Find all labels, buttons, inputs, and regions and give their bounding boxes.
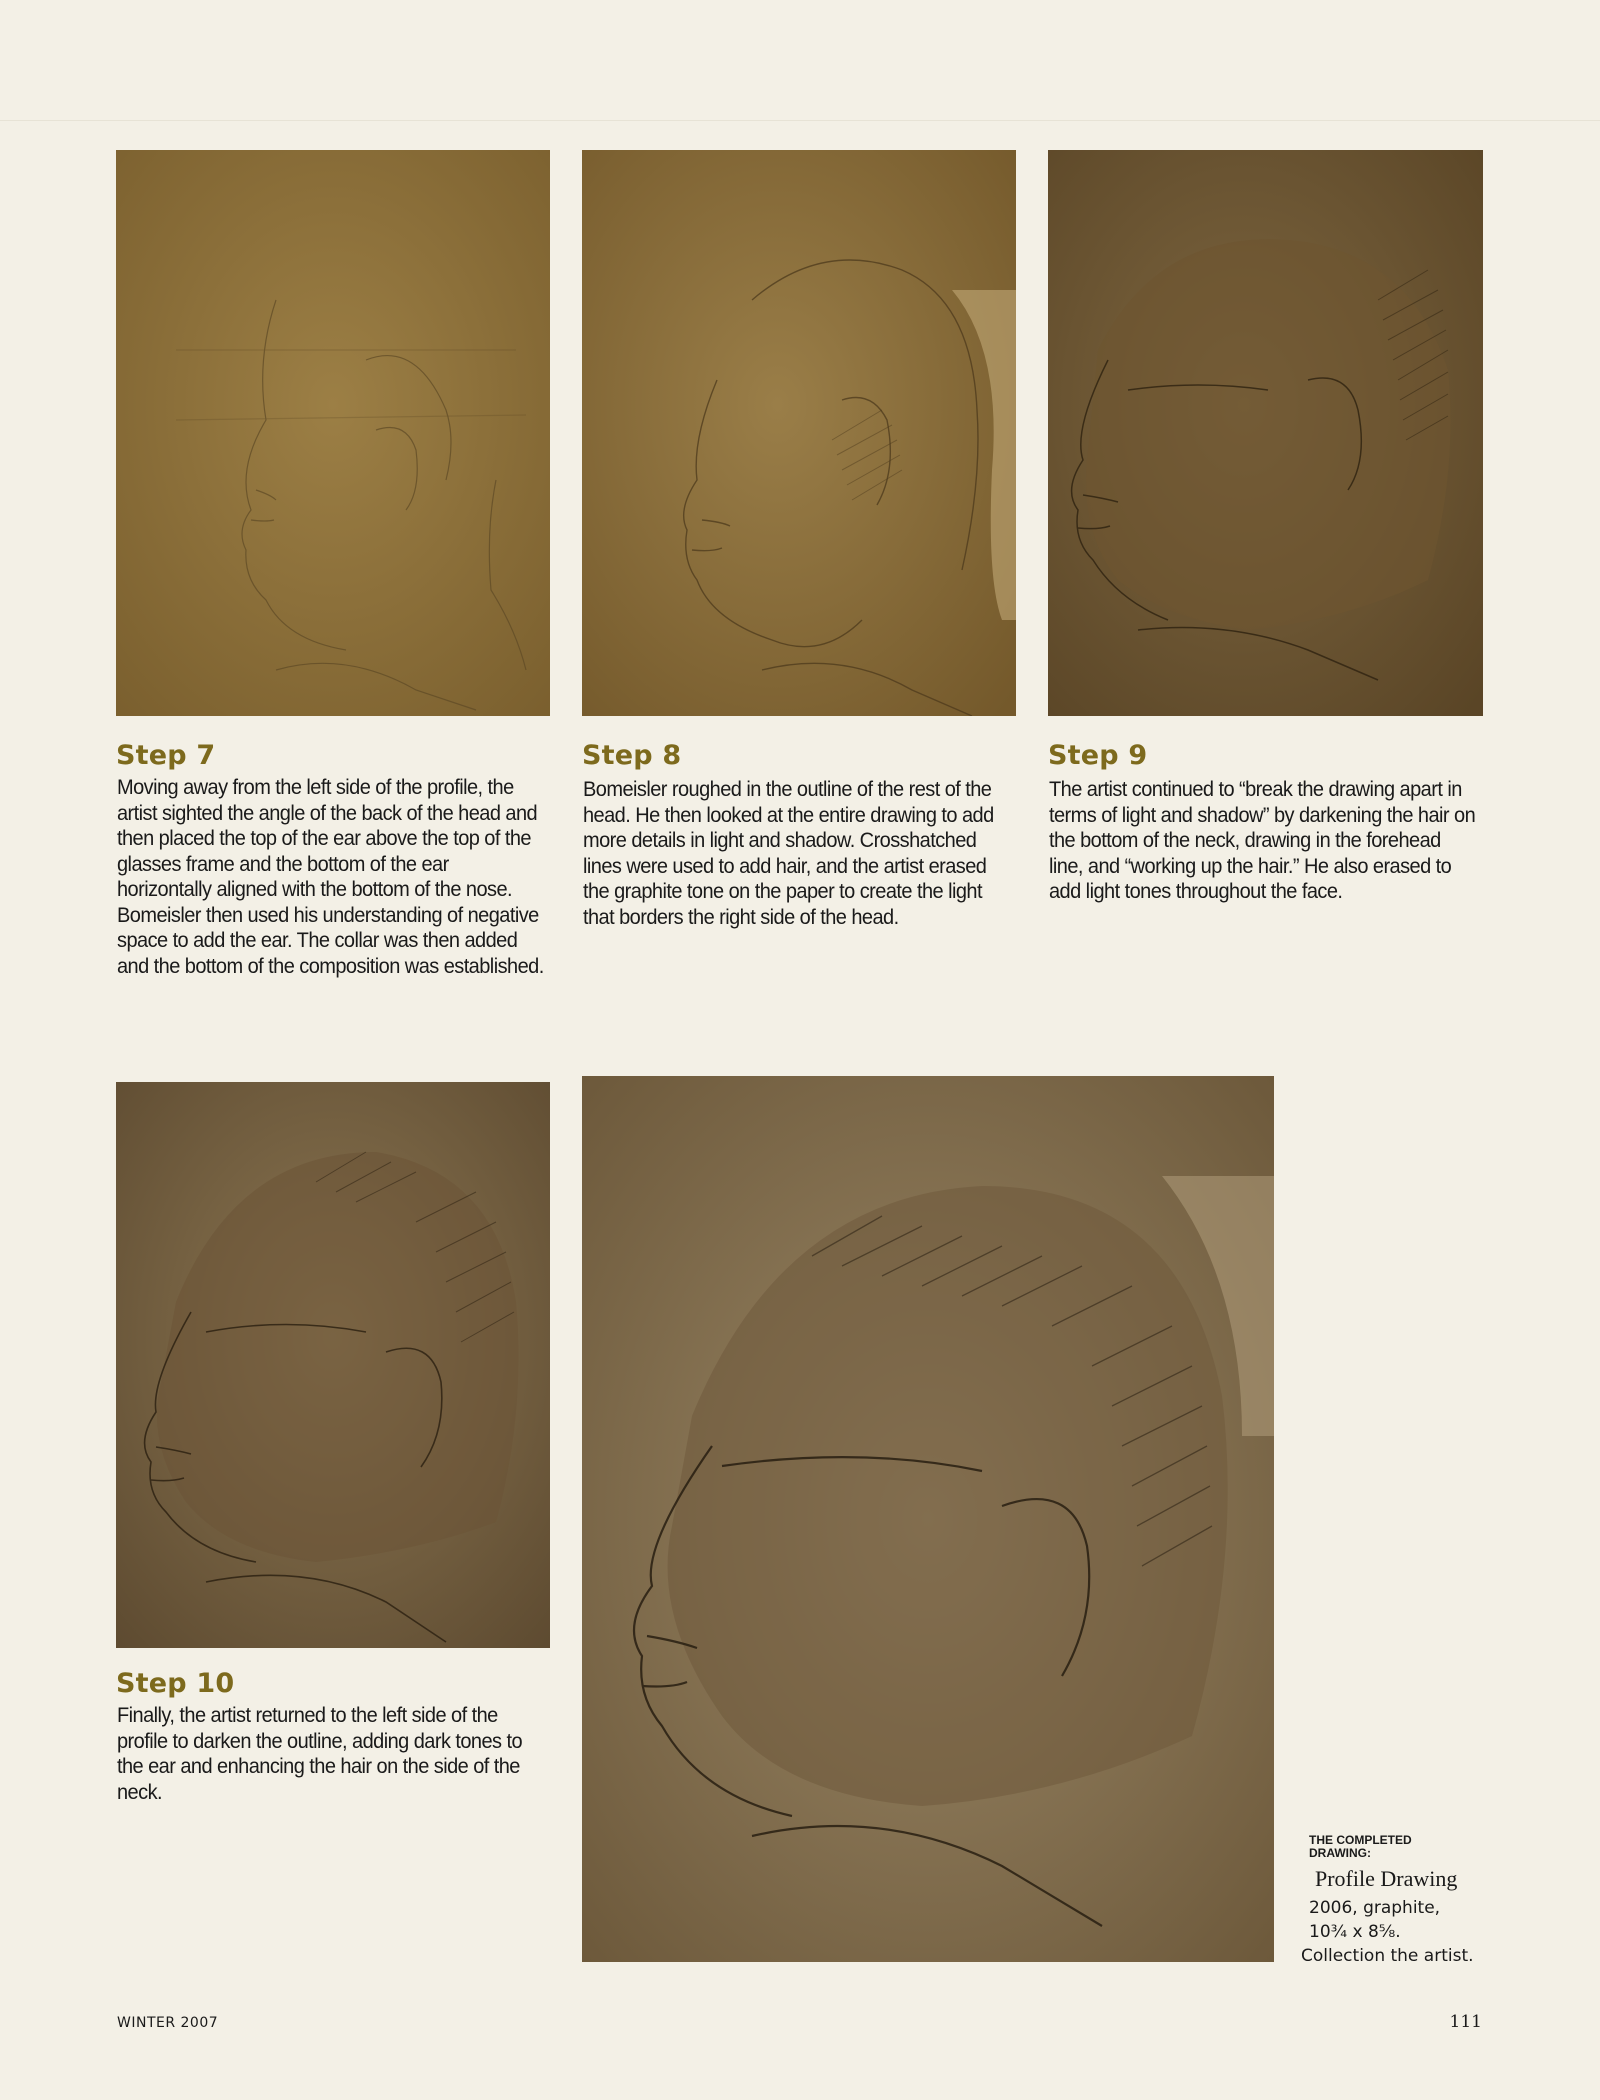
step-9-title: Step 9 [1048, 740, 1148, 771]
step-7-drawing [116, 150, 550, 716]
caption-dimensions: 10¾ x 8⅝. [1309, 1922, 1401, 1942]
step-7-title: Step 7 [116, 740, 216, 771]
page-number: 111 [1449, 2012, 1482, 2032]
caption-collection: Collection the artist. [1301, 1946, 1474, 1966]
step-9-text: The artist continued to “break the drawing apart in terms of light and shadow” by darkening the hair on the bottom of the neck, drawing in the forehead line, and “working up the hair.” He also erased to add light tones throughout the face. [1049, 777, 1476, 903]
caption-year-medium: 2006, graphite, [1309, 1898, 1441, 1918]
caption-title: Profile Drawing [1315, 1866, 1458, 1891]
step-8-text: Bomeisler roughed in the outline of the rest of the head. He then looked at the entire drawing to add more details in light and shadow. Crosshatched lines were used to add hair, and the artist erased the graphite tone on the paper to create the light that borders the right side of the head. [583, 777, 994, 929]
header-rule [0, 120, 1600, 121]
step-10-title: Step 10 [116, 1668, 235, 1699]
step-9-drawing [1048, 150, 1483, 716]
step-10-text: Finally, the artist returned to the left side of the profile to darken the outline, adding dark tones to the ear and enhancing the hair on the side of the neck. [117, 1703, 523, 1804]
step-7-text: Moving away from the left side of the profile, the artist sighted the angle of the back of the head and then placed the top of the ear above the top of the glasses frame and the bottom of the ear horizontally aligned with the bottom of the nose. Bomeisler then used his understanding of negative space to add the ear. The collar was then added and the bottom of the composition was established. [117, 775, 544, 978]
step-8-drawing [582, 150, 1016, 716]
completed-drawing [582, 1076, 1274, 1962]
caption-label: THE COMPLETED DRAWING: [1309, 1833, 1412, 1860]
step-8-title: Step 8 [582, 740, 682, 771]
issue-label: WINTER 2007 [117, 2015, 219, 2031]
step-10-drawing [116, 1082, 550, 1648]
